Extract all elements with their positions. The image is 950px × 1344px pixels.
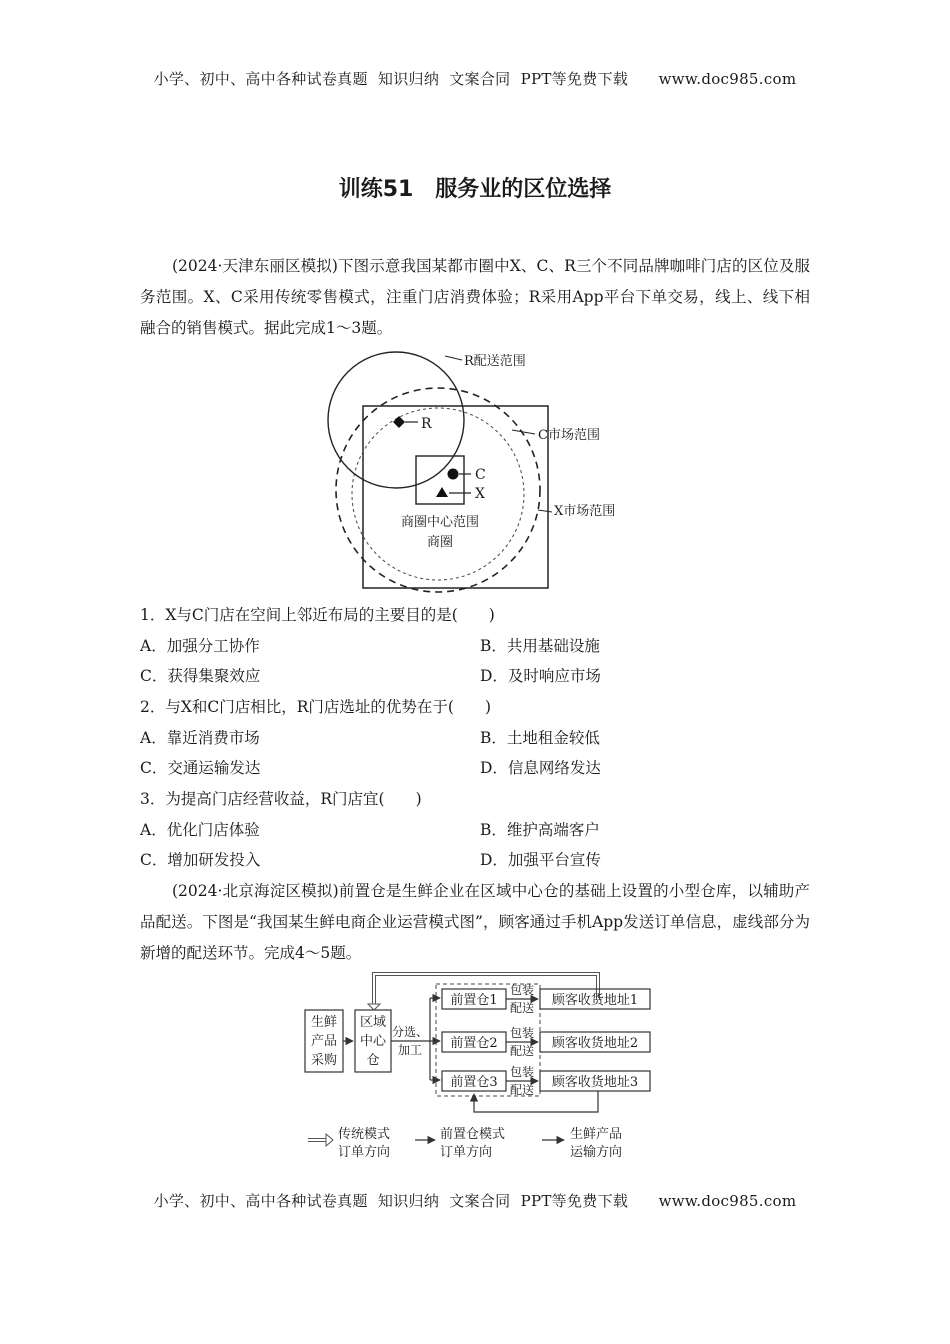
label-c-market: C市场范围 <box>538 428 600 443</box>
question-2: 2．与X和C门店相比，R门店选址的优势在于( ) <box>140 698 492 716</box>
svg-text:包装: 包装 <box>509 1026 535 1040</box>
front-order-path <box>474 1091 598 1112</box>
svg-text:顾客收货地址2: 顾客收货地址2 <box>551 1036 639 1051</box>
label-center-range: 商圈中心范围 <box>400 515 480 530</box>
footer-text: 小学、初中、高中各种试卷真题 知识归纳 文案合同 PPT等免费下载 <box>153 1192 629 1210</box>
x-market-circle <box>336 388 540 592</box>
header-text: 小学、初中、高中各种试卷真题 知识归纳 文案合同 PPT等免费下载 <box>153 70 629 88</box>
svg-text:订单方向: 订单方向 <box>440 1145 493 1160</box>
q2-option-b[interactable]: B．土地租金较低 <box>480 729 600 747</box>
svg-text:顾客收货地址1: 顾客收货地址1 <box>551 993 639 1008</box>
question-1: 1．X与C门店在空间上邻近布局的主要目的是( ) <box>140 606 495 624</box>
header-url[interactable]: www.doc985.com <box>658 70 797 88</box>
footer-url[interactable]: www.doc985.com <box>658 1192 797 1210</box>
label-c: C <box>475 467 486 483</box>
svg-text:运输方向: 运输方向 <box>570 1145 623 1160</box>
label-r-delivery: R配送范围 <box>464 354 526 369</box>
svg-text:加工: 加工 <box>397 1043 423 1057</box>
svg-text:顾客收货地址3: 顾客收货地址3 <box>551 1075 639 1090</box>
label-x: X <box>475 486 485 502</box>
svg-text:生鲜产品: 生鲜产品 <box>570 1127 623 1142</box>
svg-text:生鲜: 生鲜 <box>310 1015 338 1030</box>
svg-text:采购: 采购 <box>310 1053 338 1068</box>
page-footer <box>0 1190 950 1211</box>
svg-text:配送: 配送 <box>509 1083 535 1097</box>
question-3: 3．为提高门店经营收益，R门店宜( ) <box>140 790 422 808</box>
svg-text:包装: 包装 <box>509 983 535 997</box>
svg-text:包装: 包装 <box>509 1065 535 1079</box>
q1-option-a[interactable]: A．加强分工协作 <box>140 637 260 655</box>
q2-option-c[interactable]: C．交通运输发达 <box>140 759 261 777</box>
label-r: R <box>421 416 432 432</box>
c-store-marker <box>448 469 459 480</box>
svg-text:区域: 区域 <box>359 1015 387 1030</box>
q1-option-c[interactable]: C．获得集聚效应 <box>140 667 261 685</box>
figure-operation-model <box>300 970 690 1170</box>
svg-text:前置仓1: 前置仓1 <box>450 993 498 1008</box>
passage-1: (2024·天津东丽区模拟)下图示意我国某都市圈中X、C、R三个不同品牌咖啡门店的区位及服务范围。X、C采用传统零售模式，注重门店消费体验；R采用App平台下单交易，线上、线下相融合的销售模式。据此完成1～3题。 <box>140 257 810 337</box>
svg-text:前置仓3: 前置仓3 <box>450 1075 498 1090</box>
x-store-marker <box>436 487 448 497</box>
r-store-marker <box>393 416 405 428</box>
figure-market-ranges <box>320 348 640 598</box>
q3-option-a[interactable]: A．优化门店体验 <box>140 821 260 839</box>
svg-text:前置仓2: 前置仓2 <box>450 1036 498 1051</box>
q2-option-a[interactable]: A．靠近消费市场 <box>140 729 260 747</box>
svg-text:中心: 中心 <box>359 1034 387 1049</box>
q3-option-d[interactable]: D．加强平台宣传 <box>480 851 601 869</box>
label-x-market: X市场范围 <box>554 504 616 519</box>
q1-option-b[interactable]: B．共用基础设施 <box>480 637 600 655</box>
label-district: 商圈 <box>426 535 454 550</box>
q3-option-b[interactable]: B．维护高端客户 <box>480 821 600 839</box>
svg-text:配送: 配送 <box>509 1044 535 1058</box>
q3-option-c[interactable]: C．增加研发投入 <box>140 851 261 869</box>
svg-text:分选、: 分选、 <box>391 1025 429 1039</box>
q1-option-d[interactable]: D．及时响应市场 <box>480 667 601 685</box>
svg-text:传统模式: 传统模式 <box>338 1127 391 1142</box>
district-boundary <box>363 406 548 588</box>
svg-text:订单方向: 订单方向 <box>338 1145 391 1160</box>
page-title: 训练51 服务业的区位选择 <box>338 177 612 202</box>
svg-text:仓: 仓 <box>366 1053 380 1068</box>
svg-text:产品: 产品 <box>310 1034 338 1049</box>
svg-text:前置仓模式: 前置仓模式 <box>440 1127 506 1142</box>
svg-text:配送: 配送 <box>509 1001 535 1015</box>
q2-option-d[interactable]: D．信息网络发达 <box>480 759 601 777</box>
passage-2: (2024·北京海淀区模拟)前置仓是生鲜企业在区域中心仓的基础上设置的小型仓库，以辅助产品配送。下图是“我国某生鲜电商企业运营模式图”，顾客通过手机App发送订单信息，虚线部分为新增的配送环节。完成4～5题。 <box>140 882 810 962</box>
legend <box>308 1126 622 1160</box>
page-header <box>0 68 950 89</box>
